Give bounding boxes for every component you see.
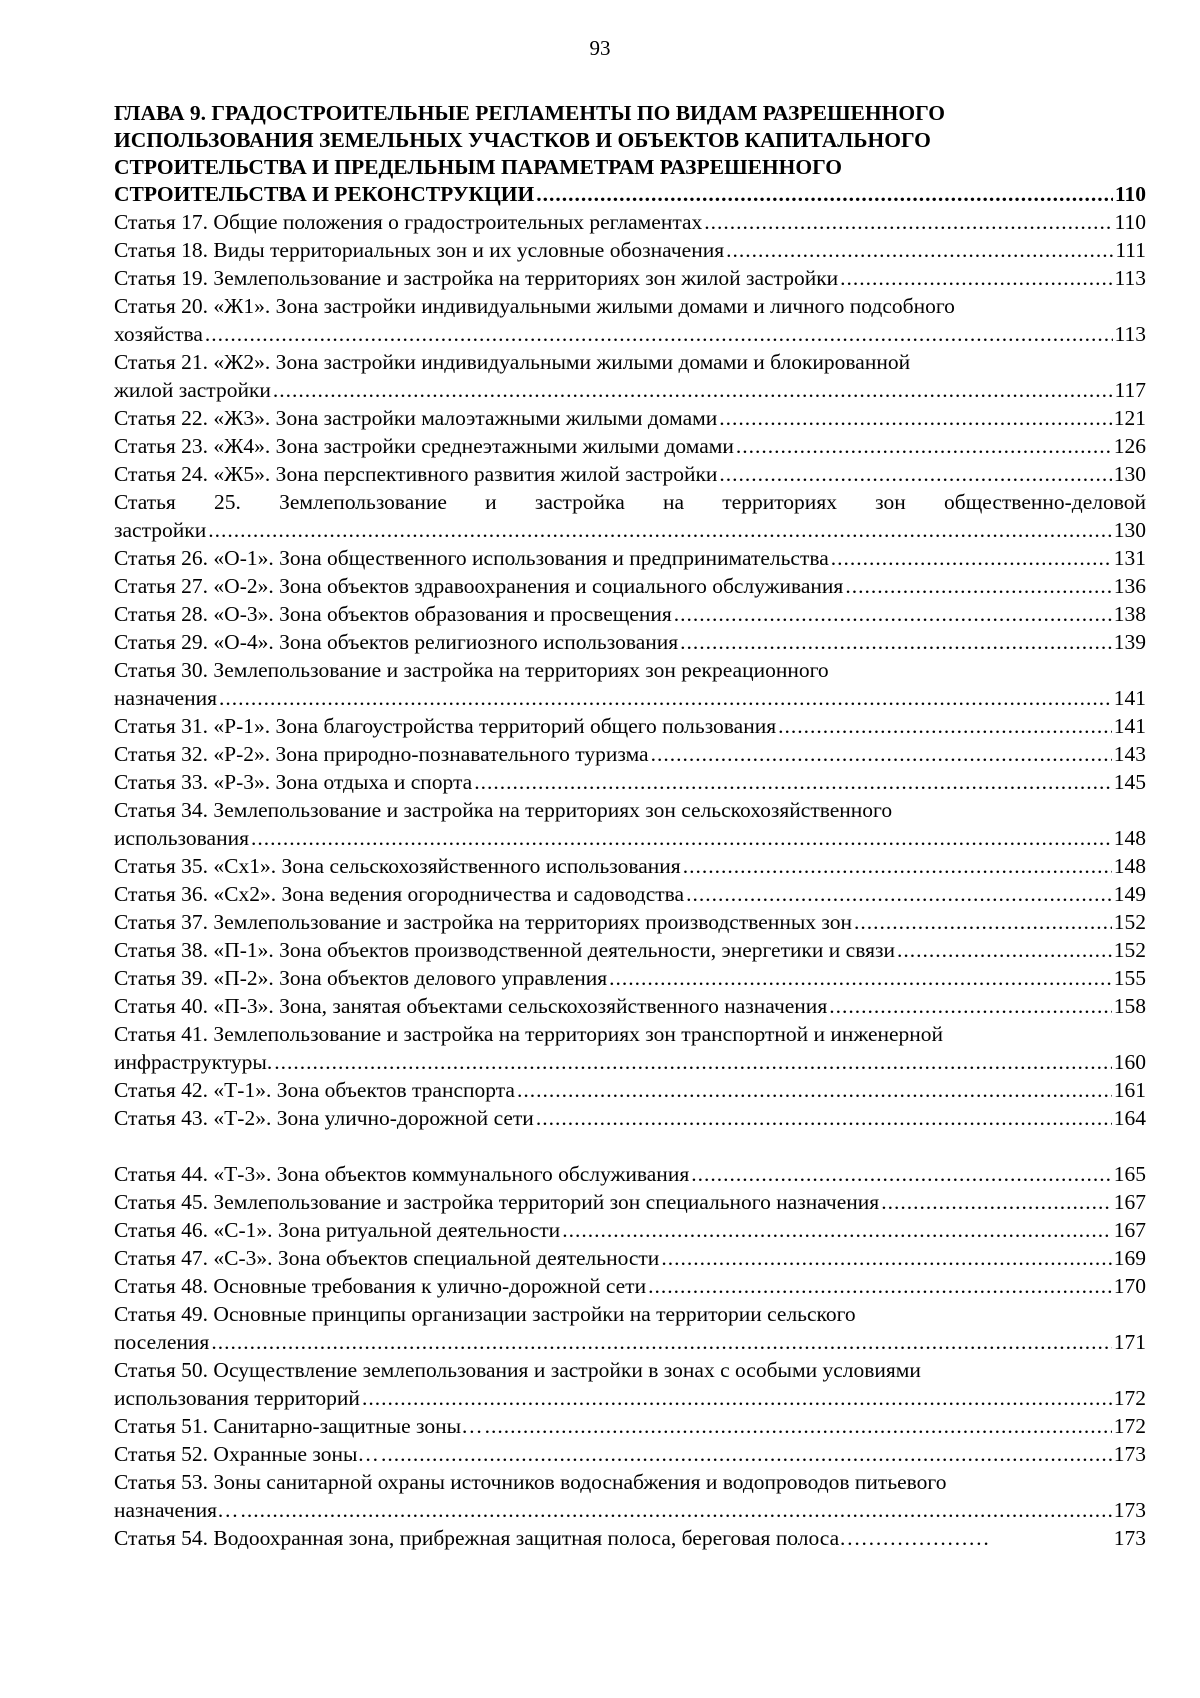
toc-page-number: 141 [1113,686,1146,710]
toc-entry-line [114,1440,1146,1468]
toc-entry-line [114,544,1146,572]
toc-page-number: 169 [1113,1246,1146,1270]
toc-entry[interactable] [114,1300,1146,1356]
toc-entry-line [114,880,1146,908]
toc-page-number: 136 [1113,574,1146,598]
toc-entry-title: Статья 35. «Сх1». Зона сельскохозяйственного использования [114,854,681,878]
toc-entry[interactable] [114,796,1146,852]
toc-entry-line [114,1160,1146,1188]
toc-entry-title: Статья 31. «Р-1». Зона благоустройства территорий общего пользования [114,714,777,738]
toc-entry[interactable] [114,432,1146,460]
toc-page-number: 111 [1115,238,1146,262]
toc-page-number: 121 [1113,406,1146,430]
toc-entry[interactable] [114,208,1146,236]
toc-entry-line [114,1048,1146,1076]
toc-entry-line [114,628,1146,656]
toc-entry-title: жилой застройки [114,378,271,402]
toc-entry[interactable] [114,1440,1146,1468]
leader-dots [651,740,1112,768]
toc-entry-title: назначения… [114,1498,239,1522]
toc-entry-title: Статья 17. Общие положения о градостроительных регламентах [114,210,703,234]
toc-entry[interactable] [114,264,1146,292]
toc-entry-title: Статья 54. Водоохранная зона, прибрежная защитная полоса, береговая полоса………………… [114,1526,990,1550]
leader-dots [840,264,1112,292]
leader-dots [536,1104,1112,1132]
toc-entry-title-line: Статья 49. Основные принципы организации застройки на территории сельского [114,1302,856,1326]
toc-page-number: 161 [1113,1078,1146,1102]
leader-dots [205,320,1113,348]
toc-entry[interactable] [114,1160,1146,1188]
toc-entry[interactable] [114,404,1146,432]
leader-dots [474,768,1112,796]
toc-entry-title: Статья 38. «П-1». Зона объектов производственной деятельности, энергетики и связи [114,938,895,962]
toc-entry-line [114,572,1146,600]
toc-entry[interactable] [114,908,1146,936]
leader-dots [219,684,1112,712]
table-of-contents [114,100,1146,1552]
toc-entry-title-line: Статья 53. Зоны санитарной охраны источников водоснабжения и водопроводов питьевого [114,1470,947,1494]
leader-dots [517,1076,1112,1104]
toc-page-number: 148 [1113,854,1146,878]
toc-page-number: 149 [1113,882,1146,906]
toc-entry-line [114,1524,1146,1552]
toc-entry-line [114,1216,1146,1244]
toc-entry[interactable] [114,1104,1146,1132]
toc-entry-title: использования [114,826,249,850]
leader-dots [691,1160,1112,1188]
toc-entry-line [114,1076,1146,1104]
toc-page-number: 170 [1113,1274,1146,1298]
toc-entry-title: Статья 45. Землепользование и застройка территорий зон специального назначения [114,1190,880,1214]
toc-entry-title: Статья 23. «Ж4». Зона застройки среднеэтажными жилыми домами [114,434,734,458]
leader-dots [854,908,1112,936]
leader-dots [485,1412,1112,1440]
toc-entry-title: Статья 36. «Сх2». Зона ведения огородничества и садоводства [114,882,685,906]
toc-entry-title-line: Статья 25. Землепользование и застройка на территориях зон общественно-деловой [114,490,1146,514]
toc-entry[interactable] [114,488,1146,544]
toc-page-number: 126 [1113,434,1146,458]
toc-entry[interactable] [114,460,1146,488]
toc-entry-line [114,768,1146,796]
toc-entry-title: застройки [114,518,207,542]
toc-page-number: 131 [1113,546,1146,570]
toc-page-number: 152 [1113,910,1146,934]
leader-dots [726,236,1113,264]
toc-entry-title: Статья 32. «Р-2». Зона природно-познавательного туризма [114,742,649,766]
toc-entry-title: инфраструктуры. [114,1050,273,1074]
leader-dots [778,712,1112,740]
toc-entry-line [114,460,1146,488]
toc-entry[interactable] [114,1524,1146,1552]
toc-entry-title: Статья 22. «Ж3». Зона застройки малоэтажными жилыми домами [114,406,718,430]
toc-entry[interactable] [114,1244,1146,1272]
toc-entry[interactable] [114,1468,1146,1524]
toc-entry[interactable] [114,1020,1146,1076]
toc-page-number: 152 [1113,938,1146,962]
toc-page-number: 141 [1113,714,1146,738]
toc-page-number: 113 [1114,266,1146,290]
toc-entry[interactable] [114,936,1146,964]
toc-entry[interactable] [114,348,1146,404]
toc-entry-title: Статья 18. Виды территориальных зон и их условные обозначения [114,238,725,262]
toc-entry-line [114,936,1146,964]
toc-entry[interactable] [114,628,1146,656]
toc-entry-title-line: Статья 21. «Ж2». Зона застройки индивидуальными жилыми домами и блокированной [114,350,911,374]
toc-entry-line [114,712,1146,740]
toc-entry[interactable] [114,740,1146,768]
toc-page-number: 173 [1113,1498,1146,1522]
chapter-title-line: СТРОИТЕЛЬСТВА И ПРЕДЕЛЬНЫМ ПАРАМЕТРАМ РАЗРЕШЕННОГО [114,155,842,179]
chapter-title-last-line [114,181,1146,208]
chapter-title-line: СТРОИТЕЛЬСТВА И РЕКОНСТРУКЦИИ [114,182,535,206]
toc-page-number: 167 [1113,1218,1146,1242]
toc-page-number: 143 [1113,742,1146,766]
toc-entry-title: Статья 37. Землепользование и застройка на территориях производственных зон [114,910,853,934]
toc-entry-line [114,684,1146,712]
toc-entry-line [114,320,1146,348]
leader-dots [536,181,1113,208]
toc-entry-title-line: Статья 50. Осуществление землепользования и застройки в зонах с особыми условиями [114,1358,921,1382]
toc-entry[interactable] [114,292,1146,348]
toc-entry[interactable] [114,656,1146,712]
toc-entry-line [114,376,1146,404]
section-gap [114,1132,1146,1160]
toc-entry-title: Статья 33. «Р-3». Зона отдыха и спорта [114,770,473,794]
toc-entry[interactable] [114,600,1146,628]
chapter-title-line: ГЛАВА 9. ГРАДОСТРОИТЕЛЬНЫЕ РЕГЛАМЕНТЫ ПО ВИДАМ РАЗРЕШЕННОГО [114,101,945,125]
toc-page-number: 173 [1113,1526,1146,1550]
leader-dots [845,572,1111,600]
toc-entry-title-line: Статья 34. Землепользование и застройка на территориях зон сельскохозяйственного [114,798,893,822]
leader-dots [362,1384,1112,1412]
leader-dots [680,628,1112,656]
toc-entry[interactable] [114,880,1146,908]
toc-entry-title: использования территорий [114,1386,360,1410]
toc-page-number: 145 [1113,770,1146,794]
toc-entry[interactable] [114,1076,1146,1104]
toc-page-number: 172 [1113,1414,1146,1438]
toc-entry-line [114,1412,1146,1440]
toc-entry-title: Статья 40. «П-3». Зона, занятая объектами сельскохозяйственного назначения [114,994,828,1018]
toc-page-number: 164 [1113,1106,1146,1130]
toc-page-number: 139 [1113,630,1146,654]
leader-dots [609,964,1112,992]
chapter-title-line: ИСПОЛЬЗОВАНИЯ ЗЕМЕЛЬНЫХ УЧАСТКОВ И ОБЪЕКТОВ КАПИТАЛЬНОГО [114,128,931,152]
leader-dots [897,936,1112,964]
toc-entry-title: хозяйства [114,322,203,346]
toc-entry-line [114,208,1146,236]
toc-entry-title: Статья 47. «С-3». Зона объектов специальной деятельности [114,1246,660,1270]
leader-dots [562,1216,1112,1244]
leader-dots [719,404,1111,432]
toc-entry-line [114,600,1146,628]
toc-entry-line [114,1328,1146,1356]
leader-dots [211,1328,1111,1356]
leader-dots [719,460,1111,488]
toc-entry-title-line: Статья 30. Землепользование и застройка на территориях зон рекреационного [114,658,829,682]
leader-dots [674,600,1112,628]
toc-entry-line [114,1496,1146,1524]
toc-entry[interactable] [114,1216,1146,1244]
toc-entry[interactable] [114,572,1146,600]
toc-entry-title: Статья 52. Охранные зоны… [114,1442,379,1466]
toc-entry-title-line: Статья 20. «Ж1». Зона застройки индивидуальными жилыми домами и личного подсобного [114,294,955,318]
toc-entry-title: Статья 26. «О-1». Зона общественного использования и предпринимательства [114,546,829,570]
toc-entry-line [114,1272,1146,1300]
toc-page-number: 110 [1114,210,1146,234]
toc-page-number: 113 [1114,322,1146,346]
toc-entry-title: Статья 48. Основные требования к улично-дорожной сети [114,1274,647,1298]
toc-page-number: 171 [1113,1330,1146,1354]
leader-dots [208,516,1112,544]
leader-dots [704,208,1112,236]
toc-entry-title-line: Статья 41. Землепользование и застройка на территориях зон транспортной и инженерной [114,1022,944,1046]
leader-dots [683,852,1112,880]
toc-entry[interactable] [114,768,1146,796]
toc-entry-line [114,236,1146,264]
toc-entry-line [114,740,1146,768]
toc-entry-title: Статья 24. «Ж5». Зона перспективного развития жилой застройки [114,462,718,486]
toc-entry-line [114,824,1146,852]
toc-page-number: 172 [1113,1386,1146,1410]
toc-entry[interactable] [114,712,1146,740]
toc-entry-title: Статья 44. «Т-3». Зона объектов коммунального обслуживания [114,1162,690,1186]
leader-dots [661,1244,1111,1272]
toc-entry-title: назначения [114,686,217,710]
toc-page-number: 130 [1113,518,1146,542]
toc-page-number: 138 [1113,602,1146,626]
toc-entry-title: Статья 42. «Т-1». Зона объектов транспорта [114,1078,515,1102]
toc-entry[interactable] [114,852,1146,880]
toc-entry-line [114,516,1146,544]
chapter-page-number: 110 [1114,182,1146,206]
toc-entry[interactable] [114,1188,1146,1216]
toc-page-number: 167 [1113,1190,1146,1214]
leader-dots [686,880,1112,908]
toc-entry-title: Статья 46. «С-1». Зона ритуальной деятельности [114,1218,561,1242]
toc-entry-line [114,1188,1146,1216]
toc-entry-line [114,908,1146,936]
leader-dots [648,1272,1112,1300]
toc-page-number: 165 [1113,1162,1146,1186]
leader-dots [274,1048,1112,1076]
leader-dots [241,1496,1112,1524]
toc-page-number: 148 [1113,826,1146,850]
toc-entry[interactable] [114,992,1146,1020]
toc-entry-line [114,852,1146,880]
toc-page-number: 158 [1113,994,1146,1018]
leader-dots [381,1440,1112,1468]
toc-entry-title: Статья 39. «П-2». Зона объектов делового управления [114,966,608,990]
leader-dots [736,432,1112,460]
toc-entry-title: Статья 29. «О-4». Зона объектов религиозного использования [114,630,679,654]
leader-dots [829,992,1112,1020]
toc-entry[interactable] [114,1356,1146,1412]
toc-page-number: 173 [1113,1442,1146,1466]
leader-dots [831,544,1112,572]
leader-dots [273,376,1113,404]
toc-entry-title: Статья 19. Землепользование и застройка на территориях зон жилой застройки [114,266,839,290]
toc-entry-title: Статья 28. «О-3». Зона объектов образования и просвещения [114,602,672,626]
toc-entry[interactable] [114,1412,1146,1440]
toc-entry-line [114,264,1146,292]
toc-page-number: 160 [1113,1050,1146,1074]
toc-entry-title: Статья 51. Санитарно-защитные зоны… [114,1414,483,1438]
toc-page-number: 130 [1113,462,1146,486]
toc-entry[interactable] [114,236,1146,264]
leader-dots [881,1188,1112,1216]
leader-dots [251,824,1112,852]
chapter-heading[interactable] [114,100,1146,208]
toc-entry[interactable] [114,1272,1146,1300]
toc-page-number: 117 [1114,378,1146,402]
toc-entry-line [114,1244,1146,1272]
toc-entry-title: Статья 43. «Т-2». Зона улично-дорожной сети [114,1106,534,1130]
toc-entry-line [114,992,1146,1020]
toc-entry[interactable] [114,964,1146,992]
toc-entry[interactable] [114,544,1146,572]
toc-page-number: 155 [1113,966,1146,990]
toc-entry-title: поселения [114,1330,210,1354]
toc-entry-title: Статья 27. «О-2». Зона объектов здравоохранения и социального обслуживания [114,574,844,598]
toc-entry-line [114,404,1146,432]
toc-entry-line [114,432,1146,460]
toc-entry-line [114,1384,1146,1412]
toc-entry-line [114,964,1146,992]
page-number: 93 [589,36,611,60]
toc-entry-line [114,1104,1146,1132]
